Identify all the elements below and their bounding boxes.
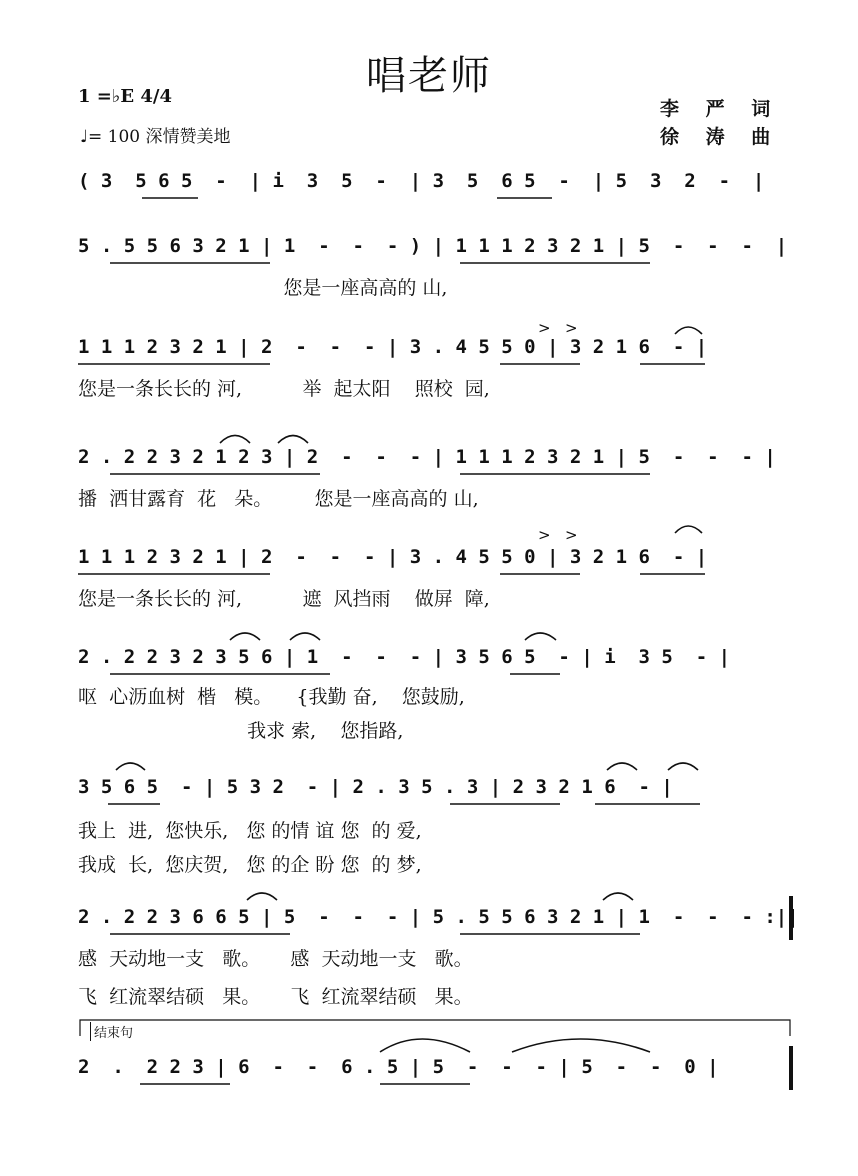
notes: 2 . 2 2 3 | 6 - - 6 . 5 | 5 - - - | 5 - - 0 | [78,1056,719,1078]
lyric-line: 您是一条长长的 河, 遮 风挡雨 做屏 障, [78,588,490,610]
lyric-line: 播 洒甘露育 花 朵。 您是一座高高的 山, [78,488,479,510]
lyricist: 李 严 词 [660,98,781,120]
song-title: 唱老师 [366,53,492,99]
lyric-line: 感 天动地一支 歌。 感 天动地一支 歌。 [78,948,473,970]
notes: 5 . 5 5 6 3 2 1 | 1 - - - ) | 1 1 1 2 3 2 1 | 5 - - - | [78,235,788,257]
lyric-line: 飞 红流翠结硕 果。 飞 红流翠结硕 果。 [78,986,473,1008]
key-signature: 1 =♭E 4/4 [78,86,172,107]
accent-mark: > [538,319,551,337]
notes: 3 5 6 5 - | 5 3 2 - | 2 . 3 5 . 3 | 2 3 2 1 6 - | [78,776,673,798]
slur-mark [380,1039,470,1052]
notes: 2 . 2 2 3 2 1 2 3 | 2 - - - | 1 1 1 2 3 2 1 | 5 - - - | [78,446,776,468]
accent-mark: > [565,319,578,337]
staff-line-3 [0,336,858,456]
lyric-line: 您是一条长长的 河, 举 起太阳 照校 园, [78,378,490,400]
notes: 2 . 2 2 3 6 6 5 | 5 - - - | 5 . 5 5 6 3 2 1 | 1 - - - :|| [78,906,799,928]
lyric-line: 我成 长, 您庆贺, 您 的企 盼 您 的 梦, [78,854,422,876]
composer: 徐 涛 曲 [660,126,781,148]
slur-mark [512,1039,650,1052]
notes: 1 1 1 2 3 2 1 | 2 - - - | 3 . 4 5 5 0 | 3 2 1 6 - | [78,336,708,358]
notes: 2 . 2 2 3 2 3 5 6 | 1 - - - | 3 5 6 5 - | i 3 5 - | [78,646,731,668]
notes: 1 1 1 2 3 2 1 | 2 - - - | 3 . 4 5 5 0 | 3 2 1 6 - | [78,546,708,568]
notes: ( 3 5 6 5 - | i 3 5 - | 3 5 6 5 - | 5 3 2 - | [78,170,765,192]
accent-mark: > [538,526,551,544]
staff-line-7 [0,776,858,896]
ending-label: 结束句 [90,1022,133,1041]
lyric-line: 您是一座高高的 山, [78,277,448,299]
lyric-line: 呕 心沥血树 楷 模。 {我勤 奋, 您鼓励, [78,686,465,708]
tempo-marking: ♩= 100 深情赞美地 [80,127,231,147]
staff-line-9 [0,1056,858,1176]
lyric-line: 我求 索, 您指路, [78,720,404,742]
lyric-line: 我上 进, 您快乐, 您 的情 谊 您 的 爱, [78,820,422,842]
staff-line-6 [0,646,858,766]
staff-line-8 [0,906,858,1026]
accent-mark: > [565,526,578,544]
